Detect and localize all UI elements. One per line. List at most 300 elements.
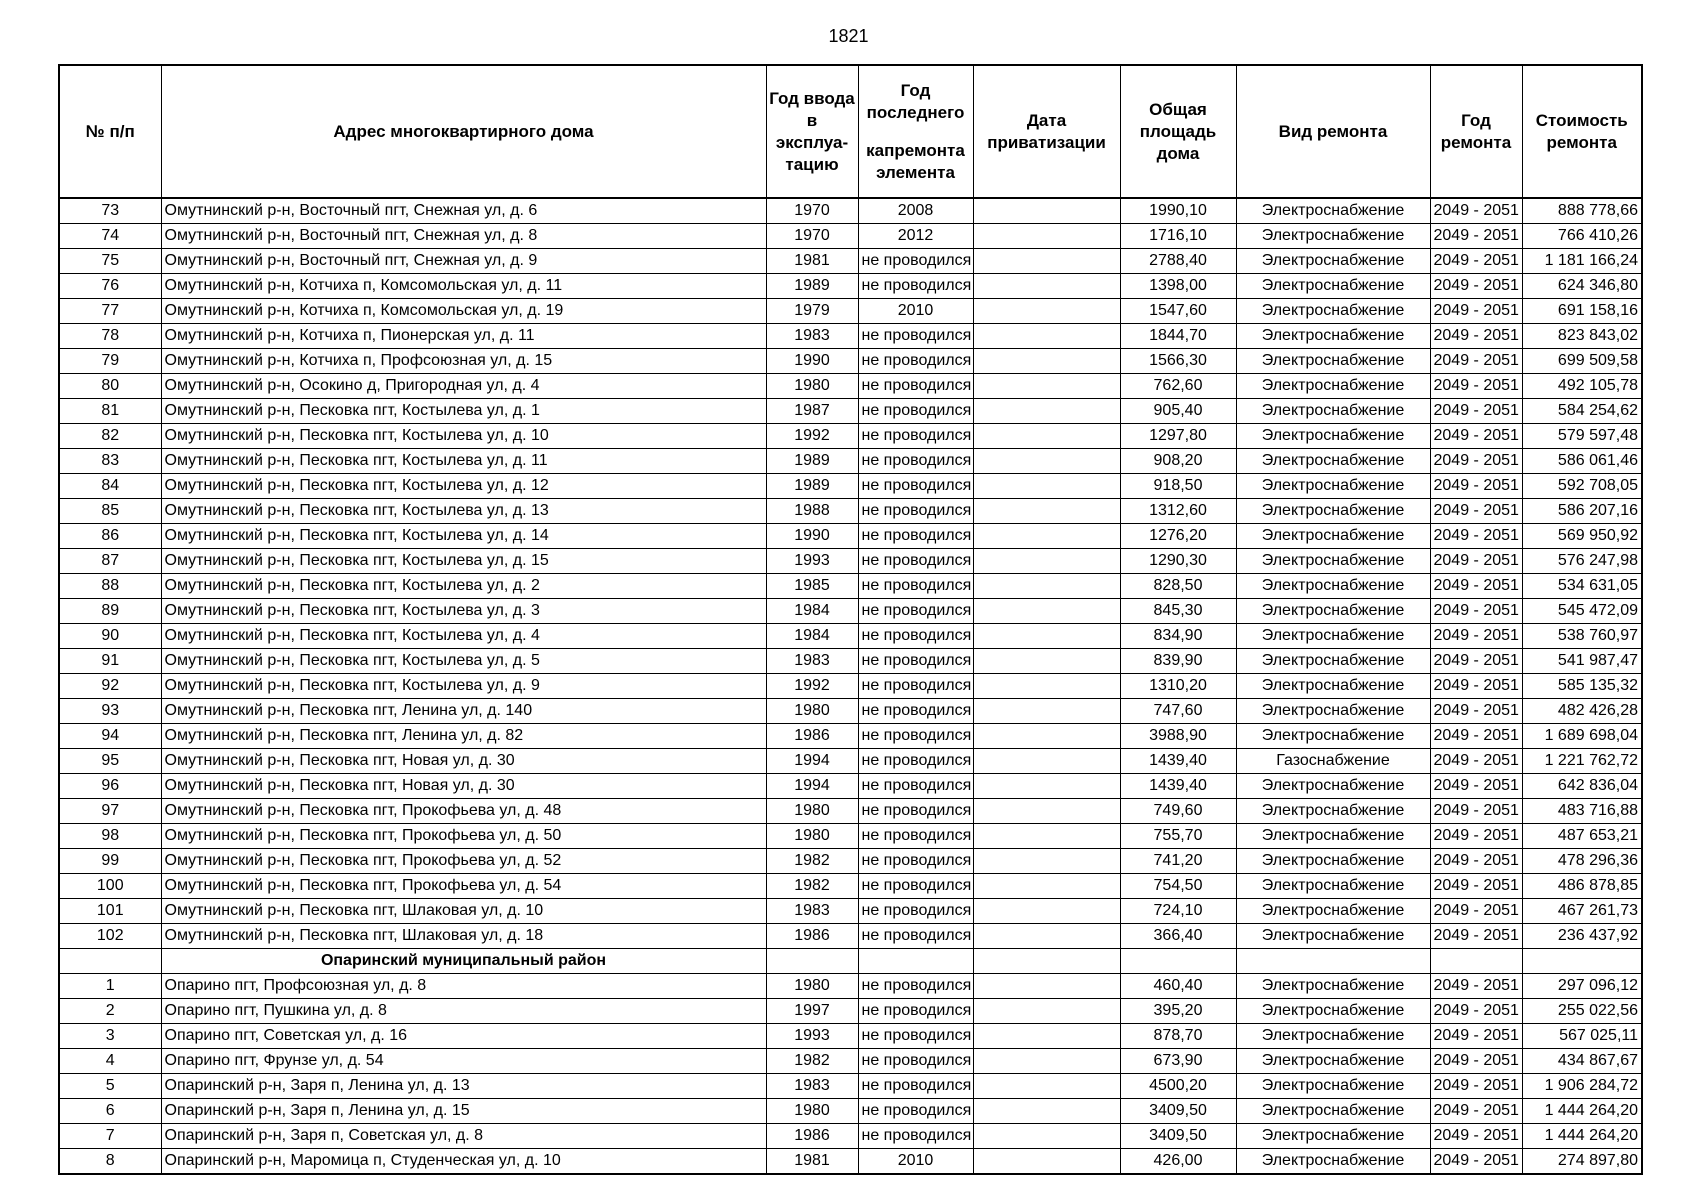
cell-area: 3409,50 [1120, 1124, 1236, 1149]
cell-repair-year: 2049 - 2051 [1430, 299, 1522, 324]
cell-num: 4 [59, 1049, 161, 1074]
cell-address: Омутнинский р-н, Песковка пгт, Новая ул, д. 30 [161, 749, 766, 774]
cell-address: Омутнинский р-н, Песковка пгт, Шлаковая ул, д. 18 [161, 924, 766, 949]
cell-repair-year: 2049 - 2051 [1430, 874, 1522, 899]
cell-repair-type: Электроснабжение [1236, 774, 1430, 799]
district-empty-cell [973, 949, 1120, 974]
cell-address: Омутнинский р-н, Котчиха п, Профсоюзная ул, д. 15 [161, 349, 766, 374]
header-address: Адрес многоквартирного дома [161, 65, 766, 198]
table-row [59, 198, 1642, 224]
cell-num: 87 [59, 549, 161, 574]
cell-area: 741,20 [1120, 849, 1236, 874]
header-row [59, 65, 1642, 198]
cell-privatization [973, 299, 1120, 324]
cell-year-built: 1980 [766, 799, 858, 824]
cell-repair-year: 2049 - 2051 [1430, 474, 1522, 499]
cell-year-built: 1984 [766, 599, 858, 624]
cell-year-built: 1980 [766, 974, 858, 999]
district-num-cell [59, 949, 161, 974]
cell-repair-type: Электроснабжение [1236, 624, 1430, 649]
cell-repair-type: Электроснабжение [1236, 699, 1430, 724]
cell-cost: 545 472,09 [1522, 599, 1642, 624]
table-row [59, 449, 1642, 474]
header-cost: Стоимость ремонта [1522, 65, 1642, 198]
cell-privatization [973, 224, 1120, 249]
cell-year-built: 1980 [766, 824, 858, 849]
cell-cost: 492 105,78 [1522, 374, 1642, 399]
cell-cost: 642 836,04 [1522, 774, 1642, 799]
cell-repair-type: Электроснабжение [1236, 324, 1430, 349]
table-row [59, 1124, 1642, 1149]
cell-last-repair: не проводился [858, 774, 973, 799]
cell-last-repair: 2010 [858, 299, 973, 324]
cell-last-repair: не проводился [858, 999, 973, 1024]
cell-last-repair: не проводился [858, 724, 973, 749]
cell-year-built: 1990 [766, 524, 858, 549]
table-row [59, 549, 1642, 574]
cell-area: 1312,60 [1120, 499, 1236, 524]
table-row [59, 999, 1642, 1024]
cell-num: 74 [59, 224, 161, 249]
header-repair-type: Вид ремонта [1236, 65, 1430, 198]
table-row [59, 374, 1642, 399]
cell-address: Опаринский р-н, Заря п, Советская ул, д. 8 [161, 1124, 766, 1149]
cell-num: 84 [59, 474, 161, 499]
cell-address: Омутнинский р-н, Песковка пгт, Прокофьева ул, д. 54 [161, 874, 766, 899]
table-row [59, 224, 1642, 249]
cell-year-built: 1981 [766, 249, 858, 274]
cell-cost: 483 716,88 [1522, 799, 1642, 824]
cell-privatization [973, 324, 1120, 349]
cell-area: 1439,40 [1120, 774, 1236, 799]
cell-address: Омутнинский р-н, Восточный пгт, Снежная ул, д. 9 [161, 249, 766, 274]
header-year-built: Год ввода в эксплуа-тацию [766, 65, 858, 198]
cell-repair-type: Электроснабжение [1236, 574, 1430, 599]
district-empty-cell [858, 949, 973, 974]
cell-privatization [973, 449, 1120, 474]
cell-repair-year: 2049 - 2051 [1430, 849, 1522, 874]
table-row [59, 474, 1642, 499]
table-row [59, 274, 1642, 299]
cell-year-built: 1983 [766, 649, 858, 674]
cell-privatization [973, 749, 1120, 774]
cell-last-repair: 2008 [858, 198, 973, 224]
cell-cost: 1 181 166,24 [1522, 249, 1642, 274]
cell-address: Опарино пгт, Советская ул, д. 16 [161, 1024, 766, 1049]
cell-year-built: 1982 [766, 1049, 858, 1074]
cell-year-built: 1992 [766, 424, 858, 449]
cell-year-built: 1982 [766, 874, 858, 899]
cell-privatization [973, 1074, 1120, 1099]
table-row [59, 424, 1642, 449]
cell-area: 918,50 [1120, 474, 1236, 499]
cell-area: 1439,40 [1120, 749, 1236, 774]
cell-year-built: 1983 [766, 899, 858, 924]
cell-area: 1566,30 [1120, 349, 1236, 374]
cell-num: 85 [59, 499, 161, 524]
cell-repair-type: Электроснабжение [1236, 599, 1430, 624]
cell-repair-type: Электроснабжение [1236, 224, 1430, 249]
cell-repair-type: Электроснабжение [1236, 399, 1430, 424]
cell-num: 101 [59, 899, 161, 924]
cell-privatization [973, 824, 1120, 849]
district-section [59, 949, 1642, 974]
table-row [59, 674, 1642, 699]
cell-repair-year: 2049 - 2051 [1430, 624, 1522, 649]
cell-year-built: 1993 [766, 549, 858, 574]
cell-repair-year: 2049 - 2051 [1430, 1074, 1522, 1099]
table-row [59, 874, 1642, 899]
cell-num: 77 [59, 299, 161, 324]
cell-repair-year: 2049 - 2051 [1430, 549, 1522, 574]
cell-cost: 586 061,46 [1522, 449, 1642, 474]
cell-area: 1547,60 [1120, 299, 1236, 324]
cell-year-built: 1983 [766, 1074, 858, 1099]
cell-year-built: 1983 [766, 324, 858, 349]
cell-address: Омутнинский р-н, Песковка пгт, Шлаковая ул, д. 10 [161, 899, 766, 924]
cell-last-repair: не проводился [858, 549, 973, 574]
cell-num: 82 [59, 424, 161, 449]
cell-year-built: 1982 [766, 849, 858, 874]
cell-repair-type: Электроснабжение [1236, 274, 1430, 299]
cell-repair-year: 2049 - 2051 [1430, 799, 1522, 824]
cell-repair-type: Электроснабжение [1236, 424, 1430, 449]
cell-privatization [973, 574, 1120, 599]
cell-repair-type: Электроснабжение [1236, 349, 1430, 374]
cell-repair-type: Электроснабжение [1236, 874, 1430, 899]
table-row [59, 799, 1642, 824]
cell-area: 1276,20 [1120, 524, 1236, 549]
cell-last-repair: не проводился [858, 1074, 973, 1099]
cell-last-repair: не проводился [858, 799, 973, 824]
district-empty-cell [1120, 949, 1236, 974]
cell-num: 97 [59, 799, 161, 824]
cell-num: 78 [59, 324, 161, 349]
cell-year-built: 1980 [766, 1099, 858, 1124]
cell-last-repair: не проводился [858, 924, 973, 949]
cell-repair-year: 2049 - 2051 [1430, 198, 1522, 224]
table-row [59, 924, 1642, 949]
table-row [59, 324, 1642, 349]
district-empty-cell [1430, 949, 1522, 974]
district-empty-cell [1236, 949, 1430, 974]
table-row [59, 724, 1642, 749]
cell-year-built: 1979 [766, 299, 858, 324]
table-row [59, 624, 1642, 649]
cell-area: 673,90 [1120, 1049, 1236, 1074]
cell-cost: 691 158,16 [1522, 299, 1642, 324]
cell-num: 5 [59, 1074, 161, 1099]
cell-last-repair: не проводился [858, 974, 973, 999]
cell-last-repair: не проводился [858, 849, 973, 874]
district-row [59, 949, 1642, 974]
table-row [59, 1149, 1642, 1175]
cell-address: Омутнинский р-н, Песковка пгт, Прокофьева ул, д. 52 [161, 849, 766, 874]
cell-cost: 534 631,05 [1522, 574, 1642, 599]
cell-repair-year: 2049 - 2051 [1430, 1024, 1522, 1049]
cell-repair-year: 2049 - 2051 [1430, 824, 1522, 849]
cell-repair-type: Электроснабжение [1236, 299, 1430, 324]
header-area: Общая площадь дома [1120, 65, 1236, 198]
cell-repair-year: 2049 - 2051 [1430, 399, 1522, 424]
cell-repair-type: Электроснабжение [1236, 474, 1430, 499]
cell-last-repair: не проводился [858, 649, 973, 674]
cell-repair-year: 2049 - 2051 [1430, 599, 1522, 624]
cell-cost: 1 221 762,72 [1522, 749, 1642, 774]
cell-year-built: 1985 [766, 574, 858, 599]
cell-area: 762,60 [1120, 374, 1236, 399]
cell-area: 4500,20 [1120, 1074, 1236, 1099]
cell-repair-type: Электроснабжение [1236, 899, 1430, 924]
cell-area: 1844,70 [1120, 324, 1236, 349]
table-row [59, 1074, 1642, 1099]
cell-repair-type: Электроснабжение [1236, 924, 1430, 949]
cell-privatization [973, 874, 1120, 899]
cell-repair-year: 2049 - 2051 [1430, 974, 1522, 999]
cell-repair-type: Электроснабжение [1236, 849, 1430, 874]
cell-address: Омутнинский р-н, Песковка пгт, Ленина ул, д. 140 [161, 699, 766, 724]
cell-year-built: 1980 [766, 699, 858, 724]
cell-repair-type: Электроснабжение [1236, 974, 1430, 999]
cell-last-repair: не проводился [858, 374, 973, 399]
table-row [59, 299, 1642, 324]
cell-address: Омутнинский р-н, Песковка пгт, Костылева ул, д. 12 [161, 474, 766, 499]
cell-cost: 274 897,80 [1522, 1149, 1642, 1175]
cell-num: 92 [59, 674, 161, 699]
table-row [59, 824, 1642, 849]
cell-area: 754,50 [1120, 874, 1236, 899]
cell-repair-year: 2049 - 2051 [1430, 674, 1522, 699]
table-row [59, 1099, 1642, 1124]
cell-privatization [973, 674, 1120, 699]
cell-last-repair: не проводился [858, 399, 973, 424]
cell-privatization [973, 1024, 1120, 1049]
cell-last-repair: не проводился [858, 699, 973, 724]
cell-num: 79 [59, 349, 161, 374]
cell-address: Омутнинский р-н, Котчиха п, Комсомольская ул, д. 19 [161, 299, 766, 324]
cell-area: 878,70 [1120, 1024, 1236, 1049]
cell-privatization [973, 999, 1120, 1024]
cell-year-built: 1981 [766, 1149, 858, 1175]
cell-repair-type: Электроснабжение [1236, 499, 1430, 524]
table-row [59, 899, 1642, 924]
cell-privatization [973, 799, 1120, 824]
table-row [59, 349, 1642, 374]
cell-repair-year: 2049 - 2051 [1430, 1149, 1522, 1175]
cell-area: 460,40 [1120, 974, 1236, 999]
cell-last-repair: не проводился [858, 524, 973, 549]
cell-address: Опаринский р-н, Заря п, Ленина ул, д. 13 [161, 1074, 766, 1099]
cell-privatization [973, 649, 1120, 674]
cell-repair-type: Электроснабжение [1236, 1124, 1430, 1149]
cell-cost: 434 867,67 [1522, 1049, 1642, 1074]
cell-area: 724,10 [1120, 899, 1236, 924]
cell-repair-type: Электроснабжение [1236, 1074, 1430, 1099]
cell-num: 99 [59, 849, 161, 874]
cell-area: 1398,00 [1120, 274, 1236, 299]
cell-address: Омутнинский р-н, Песковка пгт, Костылева ул, д. 2 [161, 574, 766, 599]
cell-privatization [973, 198, 1120, 224]
cell-address: Омутнинский р-н, Песковка пгт, Прокофьева ул, д. 48 [161, 799, 766, 824]
table-body-oparinsky [59, 974, 1642, 1175]
cell-repair-year: 2049 - 2051 [1430, 349, 1522, 374]
cell-year-built: 1988 [766, 499, 858, 524]
cell-address: Омутнинский р-н, Песковка пгт, Костылева ул, д. 10 [161, 424, 766, 449]
cell-num: 88 [59, 574, 161, 599]
cell-year-built: 1993 [766, 1024, 858, 1049]
table-row [59, 1024, 1642, 1049]
cell-num: 96 [59, 774, 161, 799]
cell-privatization [973, 374, 1120, 399]
cell-repair-type: Электроснабжение [1236, 374, 1430, 399]
table-body-omutninsky [59, 198, 1642, 949]
cell-address: Опарино пгт, Пушкина ул, д. 8 [161, 999, 766, 1024]
cell-cost: 1 444 264,20 [1522, 1099, 1642, 1124]
table-row [59, 699, 1642, 724]
cell-last-repair: не проводился [858, 624, 973, 649]
cell-cost: 584 254,62 [1522, 399, 1642, 424]
cell-year-built: 1989 [766, 474, 858, 499]
table-row [59, 649, 1642, 674]
cell-year-built: 1994 [766, 749, 858, 774]
cell-privatization [973, 349, 1120, 374]
cell-num: 73 [59, 198, 161, 224]
cell-area: 845,30 [1120, 599, 1236, 624]
cell-privatization [973, 524, 1120, 549]
cell-address: Омутнинский р-н, Песковка пгт, Ленина ул, д. 82 [161, 724, 766, 749]
cell-repair-year: 2049 - 2051 [1430, 499, 1522, 524]
cell-last-repair: не проводился [858, 1124, 973, 1149]
table-row [59, 774, 1642, 799]
cell-area: 749,60 [1120, 799, 1236, 824]
cell-repair-year: 2049 - 2051 [1430, 1124, 1522, 1149]
cell-privatization [973, 724, 1120, 749]
cell-year-built: 1994 [766, 774, 858, 799]
cell-cost: 236 437,92 [1522, 924, 1642, 949]
cell-last-repair: не проводился [858, 1099, 973, 1124]
cell-address: Омутнинский р-н, Песковка пгт, Прокофьева ул, д. 50 [161, 824, 766, 849]
cell-repair-year: 2049 - 2051 [1430, 424, 1522, 449]
cell-year-built: 1987 [766, 399, 858, 424]
cell-num: 95 [59, 749, 161, 774]
cell-repair-year: 2049 - 2051 [1430, 449, 1522, 474]
district-title: Опаринский муниципальный район [161, 949, 766, 974]
cell-cost: 823 843,02 [1522, 324, 1642, 349]
cell-num: 91 [59, 649, 161, 674]
cell-repair-year: 2049 - 2051 [1430, 274, 1522, 299]
cell-year-built: 1986 [766, 924, 858, 949]
cell-area: 3409,50 [1120, 1099, 1236, 1124]
cell-privatization [973, 974, 1120, 999]
cell-area: 1716,10 [1120, 224, 1236, 249]
cell-area: 1310,20 [1120, 674, 1236, 699]
cell-privatization [973, 1149, 1120, 1175]
cell-address: Опаринский р-н, Заря п, Ленина ул, д. 15 [161, 1099, 766, 1124]
cell-last-repair: не проводился [858, 824, 973, 849]
cell-repair-type: Электроснабжение [1236, 198, 1430, 224]
cell-repair-year: 2049 - 2051 [1430, 774, 1522, 799]
cell-area: 747,60 [1120, 699, 1236, 724]
cell-address: Омутнинский р-н, Песковка пгт, Костылева ул, д. 4 [161, 624, 766, 649]
cell-last-repair: не проводился [858, 474, 973, 499]
cell-repair-type: Электроснабжение [1236, 999, 1430, 1024]
cell-last-repair: не проводился [858, 324, 973, 349]
cell-cost: 486 878,85 [1522, 874, 1642, 899]
cell-repair-year: 2049 - 2051 [1430, 524, 1522, 549]
cell-last-repair: не проводился [858, 349, 973, 374]
cell-cost: 888 778,66 [1522, 198, 1642, 224]
cell-repair-year: 2049 - 2051 [1430, 224, 1522, 249]
cell-num: 2 [59, 999, 161, 1024]
cell-cost: 1 906 284,72 [1522, 1074, 1642, 1099]
cell-area: 395,20 [1120, 999, 1236, 1024]
cell-repair-type: Электроснабжение [1236, 249, 1430, 274]
cell-privatization [973, 599, 1120, 624]
cell-area: 908,20 [1120, 449, 1236, 474]
table-row [59, 399, 1642, 424]
cell-privatization [973, 1099, 1120, 1124]
table-row [59, 749, 1642, 774]
cell-num: 8 [59, 1149, 161, 1175]
cell-repair-type: Электроснабжение [1236, 549, 1430, 574]
cell-num: 83 [59, 449, 161, 474]
cell-repair-type: Электроснабжение [1236, 724, 1430, 749]
cell-repair-year: 2049 - 2051 [1430, 749, 1522, 774]
cell-repair-year: 2049 - 2051 [1430, 1099, 1522, 1124]
cell-num: 81 [59, 399, 161, 424]
cell-cost: 467 261,73 [1522, 899, 1642, 924]
cell-cost: 541 987,47 [1522, 649, 1642, 674]
cell-repair-year: 2049 - 2051 [1430, 724, 1522, 749]
repair-table [58, 64, 1643, 1175]
cell-cost: 255 022,56 [1522, 999, 1642, 1024]
cell-area: 1297,80 [1120, 424, 1236, 449]
table-row [59, 849, 1642, 874]
cell-cost: 624 346,80 [1522, 274, 1642, 299]
cell-cost: 579 597,48 [1522, 424, 1642, 449]
cell-address: Опарино пгт, Профсоюзная ул, д. 8 [161, 974, 766, 999]
cell-num: 80 [59, 374, 161, 399]
cell-repair-type: Электроснабжение [1236, 524, 1430, 549]
cell-num: 86 [59, 524, 161, 549]
table-row [59, 499, 1642, 524]
cell-area: 2788,40 [1120, 249, 1236, 274]
cell-year-built: 1986 [766, 724, 858, 749]
cell-last-repair: не проводился [858, 499, 973, 524]
district-empty-cell [1522, 949, 1642, 974]
cell-cost: 1 689 698,04 [1522, 724, 1642, 749]
cell-privatization [973, 1049, 1120, 1074]
cell-last-repair: 2010 [858, 1149, 973, 1175]
cell-area: 366,40 [1120, 924, 1236, 949]
cell-year-built: 1984 [766, 624, 858, 649]
cell-cost: 569 950,92 [1522, 524, 1642, 549]
cell-cost: 586 207,16 [1522, 499, 1642, 524]
cell-repair-type: Электроснабжение [1236, 824, 1430, 849]
cell-year-built: 1986 [766, 1124, 858, 1149]
district-empty-cell [766, 949, 858, 974]
cell-repair-year: 2049 - 2051 [1430, 249, 1522, 274]
cell-last-repair: не проводился [858, 249, 973, 274]
cell-year-built: 1997 [766, 999, 858, 1024]
cell-last-repair: не проводился [858, 274, 973, 299]
cell-num: 102 [59, 924, 161, 949]
cell-last-repair: не проводился [858, 749, 973, 774]
cell-year-built: 1970 [766, 198, 858, 224]
cell-address: Омутнинский р-н, Песковка пгт, Костылева ул, д. 3 [161, 599, 766, 624]
cell-last-repair: не проводился [858, 674, 973, 699]
cell-address: Опаринский р-н, Маромица п, Студенческая ул, д. 10 [161, 1149, 766, 1175]
